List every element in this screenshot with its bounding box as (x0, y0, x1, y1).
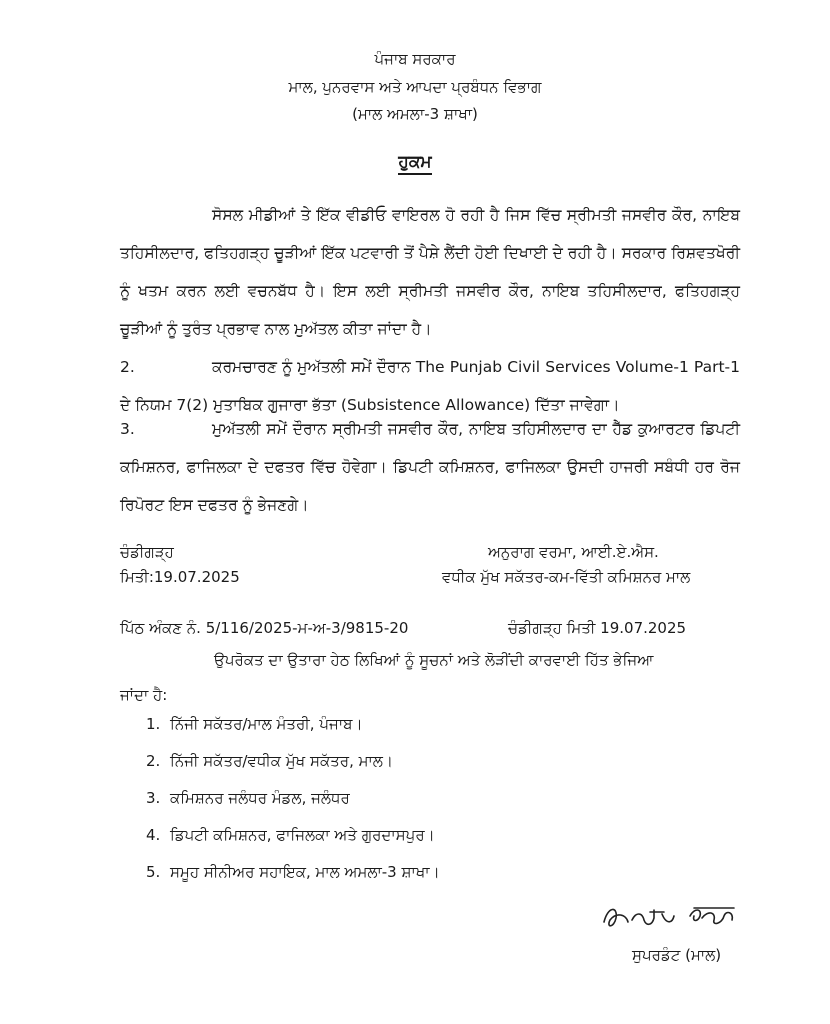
paragraph-2: 2. ਕਰਮਚਾਰਣ ਨੂੰ ਮੁਅੱਤਲੀ ਸਮੇਂ ਦੌਰਾਨ The Punjab Civil Services Volume-1 Part-1 ਦੇ ਨਿਯਮ 7(2) ਮੁਤਾਬਿਕ ਗੁਜਾਰਾ ਭੱਤਾ (Subsistence Allowance) ਦਿੱਤਾ ਜਾਵੇਗਾ। (120, 358, 740, 414)
copy-intro: ਉਪਰੋਕਤ ਦਾ ਉਤਾਰਾ ਹੇਠ ਲਿਖਿਆਂ ਨੂੰ ਸੂਚਨਾਂ ਅਤੇ ਲੋੜੀਂਦੀ ਕਾਰਵਾਈ ਹਿੱਤ ਭੇਜਿਆ (214, 651, 654, 669)
order-date: ਮਿਤੀ:19.07.2025 (120, 568, 240, 586)
list-item: 2. ਨਿੱਜੀ ਸਕੱਤਰ/ਵਧੀਕ ਮੁੱਖ ਸਕੱਤਰ, ਮਾਲ। (146, 752, 394, 770)
copy-intro-continued: ਜਾਂਦਾ ਹੈ: (120, 686, 168, 704)
header-branch: (ਮਾਲ ਅਮਲਾ-3 ਸ਼ਾਖਾ) (352, 105, 478, 123)
signatory-name: ਅਨੁਰਾਗ ਵਰਮਾ, ਆਈ.ਏ.ਐਸ. (488, 543, 659, 561)
place: ਚੰਡੀਗੜ੍ਹ (120, 543, 174, 561)
list-item: 3. ਕਮਿਸ਼ਨਰ ਜਲੰਧਰ ਮੰਡਲ, ਜਲੰਧਰ (146, 789, 350, 807)
list-item: 1. ਨਿੱਜੀ ਸਕੱਤਰ/ਮਾਲ ਮੰਤਰੀ, ਪੰਜਾਬ। (146, 715, 363, 733)
superintendent-title: ਸੁਪਰਡੰਟ (ਮਾਲ) (632, 946, 722, 964)
paragraph-3: 3. ਮੁਅੱਤਲੀ ਸਮੇਂ ਦੌਰਾਨ ਸ੍ਰੀਮਤੀ ਜਸਵੀਰ ਕੌਰ, ਨਾਇਬ ਤਹਿਸੀਲਦਾਰ ਦਾ ਹੈੱਡ ਕੁਆਰਟਰ ਡਿਪਟੀ ਕਮਿਸ਼ਨਰ, ਫਾਜਿਲਕਾ ਦੇ ਦਫਤਰ ਵਿੱਚ ਹੋਵੇਗਾ। ਡਿਪਟੀ ਕਮਿਸ਼ਨਰ, ਫਾਜਿਲਕਾ ਉਸਦੀ ਹਾਜਰੀ ਸਬੰਧੀ ਹਰ ਰੋਜ ਰਿਪੋਰਟ ਇਸ ਦਫਤਰ ਨੂੰ ਭੇਜਣਗੇ। (120, 420, 740, 514)
page-title: ਹੁਕਮ (0, 152, 830, 172)
paragraph-1: ਸੋਸਲ ਮੀਡੀਆਂ ਤੇ ਇੱਕ ਵੀਡੀਓ ਵਾਇਰਲ ਹੋ ਰਹੀ ਹੈ ਜਿਸ ਵਿੱਚ ਸ੍ਰੀਮਤੀ ਜਸਵੀਰ ਕੌਰ, ਨਾਇਬ ਤਹਿਸੀਲਦਾਰ, ਫਤਿਹਗੜ੍ਹ ਚੂੜੀਆਂ ਇੱਕ ਪਟਵਾਰੀ ਤੋਂ ਪੈਸ਼ੇ ਲੈਂਦੀ ਹੋਈ ਦਿਖਾਈ ਦੇ ਰਹੀ ਹੈ। ਸਰਕਾਰ ਰਿਸ਼ਵਤਖੋਰੀ ਨੂੰ ਖਤਮ ਕਰਨ ਲਈ ਵਚਨਬੱਧ ਹੈ। ਇਸ ਲਈ ਸ੍ਰੀਮਤੀ ਜਸਵੀਰ ਕੌਰ, ਨਾਇਬ ਤਹਿਸੀਲਦਾਰ, ਫਤਿਹਗੜ੍ਹ ਚੂੜੀਆਂ ਨੂੰ ਤੁਰੰਤ ਪ੍ਰਭਾਵ ਨਾਲ ਮੁਅੱਤਲ ਕੀਤਾ ਜਾਂਦਾ ਹੈ। (120, 206, 740, 338)
recipient-list (146, 715, 440, 900)
endorsement-number: ਪਿੱਠ ਅੰਕਣ ਨੰ. 5/116/2025-ਮ-ਅ-3/9815-20 (120, 619, 409, 637)
handwritten-signature (598, 900, 748, 936)
signatory-title: ਵਧੀਕ ਮੁੱਖ ਸਕੱਤਰ-ਕਮ-ਵਿੱਤੀ ਕਮਿਸ਼ਨਰ ਮਾਲ (442, 568, 691, 586)
header-department: ਮਾਲ, ਪੁਨਰਵਾਸ ਅਤੇ ਆਪਦਾ ਪ੍ਰਬੰਧਨ ਵਿਭਾਗ (288, 78, 542, 96)
header-government: ਪੰਜਾਬ ਸਰਕਾਰ (374, 50, 456, 68)
endorsement-date: ਚੰਡੀਗੜ੍ਹ ਮਿਤੀ 19.07.2025 (508, 619, 687, 637)
list-item: 4. ਡਿਪਟੀ ਕਮਿਸ਼ਨਰ, ਫਾਜਿਲਕਾ ਅਤੇ ਗੁਰਦਾਸਪੁਰ। (146, 826, 435, 844)
list-item: 5. ਸਮੂਹ ਸੀਨੀਅਰ ਸਹਾਇਕ, ਮਾਲ ਅਮਲਾ-3 ਸ਼ਾਖਾ। (146, 863, 440, 881)
